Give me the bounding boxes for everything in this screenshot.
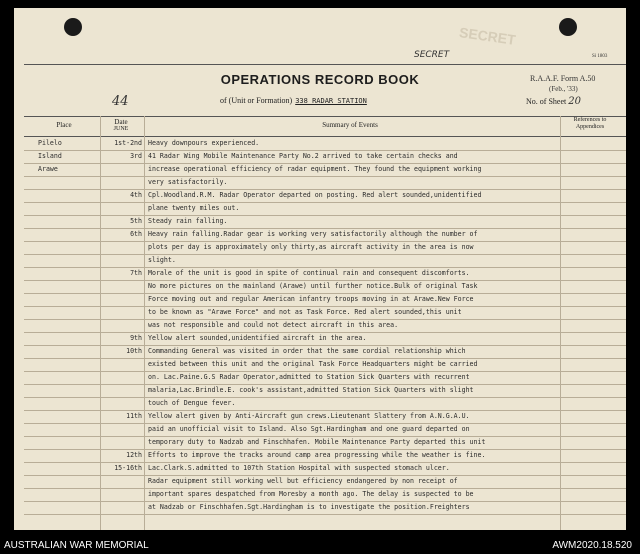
secret-stamp: SECRET — [414, 50, 450, 60]
entry-row — [14, 204, 626, 216]
entry-row — [14, 269, 626, 281]
entry-row — [14, 217, 626, 229]
entry-text: Heavy rain falling.Radar gear is working very satisfactorily although the number of — [148, 230, 478, 238]
sheet-value: 20 — [568, 96, 581, 107]
entry-text: Force moving out and regular American infantry troops moving in at Arawe.New Force — [148, 295, 474, 303]
entry-row — [14, 477, 626, 489]
entry-row — [14, 191, 626, 203]
entry-text: plots per day is approximately only thirty,as aircraft activity in the area is now — [148, 243, 474, 251]
entry-row — [14, 165, 626, 177]
top-rule — [24, 64, 626, 65]
entry-row — [14, 386, 626, 398]
entry-text: slight. — [148, 256, 176, 264]
unit-line — [220, 96, 367, 105]
entry-row — [14, 412, 626, 424]
handwritten-ref: 44 — [112, 94, 129, 109]
header-top-rule — [24, 116, 626, 117]
entry-row — [14, 451, 626, 463]
sheet-number — [526, 96, 581, 107]
entry-date: 10th — [126, 347, 142, 355]
entry-date: 6th — [130, 230, 142, 238]
caption-left: AUSTRALIAN WAR MEMORIAL — [4, 540, 149, 551]
entry-row — [14, 243, 626, 255]
punch-hole-right — [559, 18, 577, 36]
page-title: OPERATIONS RECORD BOOK — [220, 72, 420, 87]
entry-row — [14, 308, 626, 320]
unit-value: 338 RADAR STATION — [295, 97, 367, 105]
entry-place: Pilelo — [38, 139, 62, 147]
entry-text: increase operational efficiency of radar equipment. They found the equipment working — [148, 165, 482, 173]
entry-date: 7th — [130, 269, 142, 277]
entry-date: 15-16th — [114, 464, 142, 472]
header-bottom-rule — [24, 136, 626, 137]
entry-text: Morale of the unit is good in spite of continual rain and consequent discomforts. — [148, 269, 470, 277]
entry-text: Lac.Clark.S.admitted to 107th Station Hospital with suspected stomach ulcer. — [148, 464, 450, 472]
entry-text: touch of Dengue fever. — [148, 399, 236, 407]
entry-text: malaria,Lac.Brindle.E. cook's assistant,admitted Station Sick Quarters with slight — [148, 386, 474, 394]
entry-text: at Nadzab or Finschhafen.Sgt.Hardingham is to investigate the position.Freighters — [148, 503, 470, 511]
unit-label: of (Unit or Formation) — [220, 96, 293, 105]
entry-text: very satisfactorily. — [148, 178, 228, 186]
form-sub: (Feb., '33) — [549, 85, 578, 93]
entry-row — [14, 347, 626, 359]
entry-text: Commanding General was visited in order that the same cordial relationship which — [148, 347, 466, 355]
entry-date: 1st-2nd — [114, 139, 142, 147]
entry-text: temporary duty to Nadzab and Finschhafen. Mobile Maintenance Party departed this unit — [148, 438, 486, 446]
entry-date: 12th — [126, 451, 142, 459]
entry-text: important spares despatched from Moresby a month ago. The delay is suspected to be — [148, 490, 474, 498]
entry-text: plane twenty miles out. — [148, 204, 240, 212]
column-date: Date — [114, 118, 128, 126]
sheet-label: No. of Sheet — [526, 97, 567, 106]
entry-text: to be known as "Arawe Force" and not as Task Force. Red alert sounded,this unit — [148, 308, 462, 316]
entry-row — [14, 438, 626, 450]
entry-row — [14, 321, 626, 333]
entry-row — [14, 425, 626, 437]
entry-row — [14, 334, 626, 346]
entry-row — [14, 373, 626, 385]
punch-hole-left — [64, 18, 82, 36]
column-place: Place — [56, 121, 72, 129]
faint-secret-stamp: SECRET — [458, 24, 517, 48]
entry-date: 9th — [130, 334, 142, 342]
entry-text: on. Lac.Paine.G.S Radar Operator,admitted to Station Sick Quarters with recurrent — [148, 373, 470, 381]
top-right-number: Si 1803 — [592, 54, 608, 59]
entry-text: existed between this unit and the original Task Force Headquarters might be carried — [148, 360, 478, 368]
entry-row — [14, 178, 626, 190]
entry-row — [14, 230, 626, 242]
entry-text: Cpl.Woodland.R.M. Radar Operator departed on posting. Red alert sounded,unidentified — [148, 191, 482, 199]
record-sheet — [14, 8, 626, 530]
entry-row — [14, 464, 626, 476]
entry-row — [14, 490, 626, 502]
entry-row — [14, 256, 626, 268]
entry-text: No more pictures on the mainland (Arawe) until further notice.Bulk of original Task — [148, 282, 478, 290]
column-refs: References to Appendices — [573, 117, 607, 130]
entry-row — [14, 282, 626, 294]
entry-text: Efforts to improve the tracks around camp area progressing while the weather is fine. — [148, 451, 486, 459]
entry-row — [14, 503, 626, 515]
entry-row — [14, 399, 626, 411]
entry-text: was not responsible and could not detect aircraft in this area. — [148, 321, 399, 329]
entry-row — [14, 295, 626, 307]
entry-date: 5th — [130, 217, 142, 225]
entry-place: Island — [38, 152, 62, 160]
entry-row — [14, 360, 626, 372]
form-label: R.A.A.F. Form A.50 — [530, 74, 596, 83]
column-summary: Summary of Events — [322, 121, 378, 129]
entry-date: 11th — [126, 412, 142, 420]
entry-text: Yellow alert sounded,unidentified aircraft in the area. — [148, 334, 367, 342]
entry-place: Arawe — [38, 165, 58, 173]
entry-row — [14, 139, 626, 151]
entry-text: Yellow alert given by Anti-Aircraft gun crews.Lieutenant Slattery from A.N.G.A.U. — [148, 412, 470, 420]
entry-text: Radar equipment still working well but efficiency endangered by non receipt of — [148, 477, 458, 485]
entry-date: 3rd — [130, 152, 142, 160]
entry-date: 4th — [130, 191, 142, 199]
entry-row — [14, 152, 626, 164]
entry-text: Heavy downpours experienced. — [148, 139, 260, 147]
entry-text: paid an unofficial visit to Island. Also Sgt.Hardingham and one guard departed on — [148, 425, 470, 433]
entry-text: 41 Radar Wing Mobile Maintenance Party No.2 arrived to take certain checks and — [148, 152, 458, 160]
caption-right: AWM2020.18.520 — [552, 540, 632, 551]
column-month: JUNE — [113, 126, 129, 132]
entry-text: Steady rain falling. — [148, 217, 228, 225]
